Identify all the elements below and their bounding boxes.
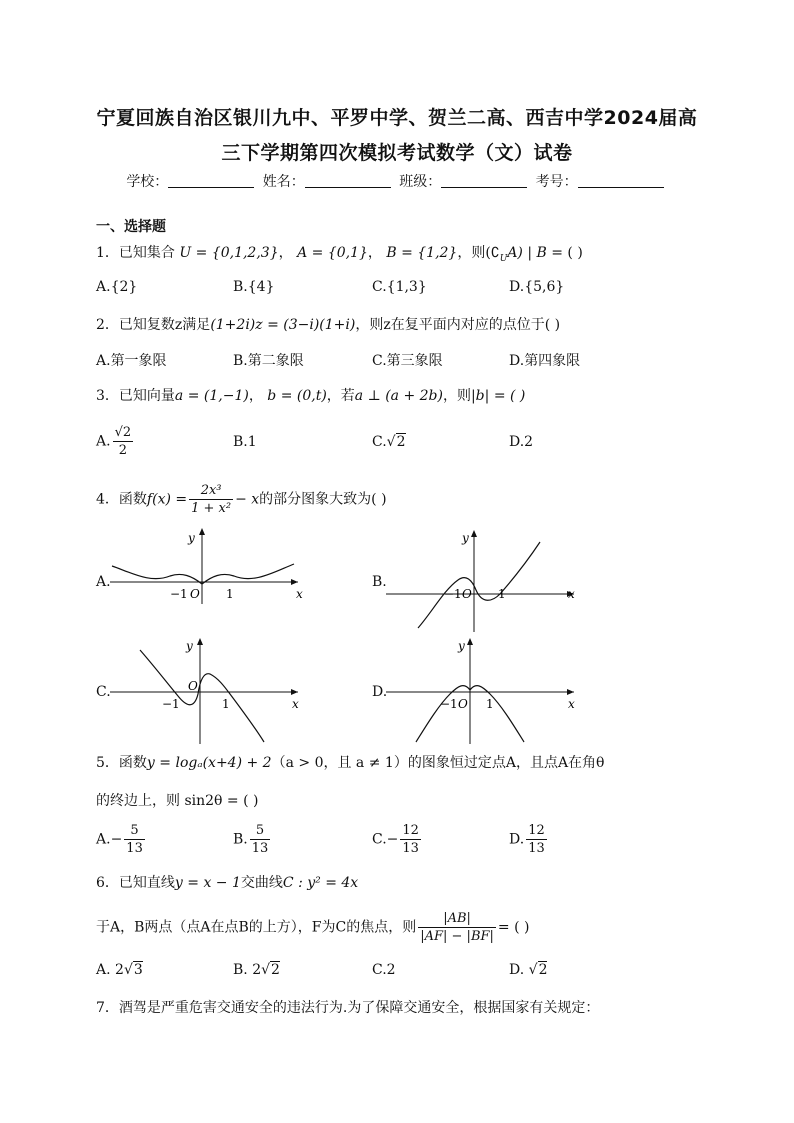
question-2 xyxy=(96,314,560,334)
tick-one: 1 xyxy=(222,697,230,711)
q6-option-d[interactable]: D. √2 xyxy=(509,962,548,978)
set-a: A = {0,1} xyxy=(297,245,368,261)
base-condition: （a > 0，且 a ≠ 1） xyxy=(271,755,408,771)
origin-label: O xyxy=(458,697,468,711)
y-axis-label: y xyxy=(462,531,469,545)
x-axis-label: x xyxy=(296,587,303,601)
tick-one: 1 xyxy=(486,697,494,711)
origin-label: O xyxy=(188,679,198,693)
vector-b: b = (0,t) xyxy=(267,388,327,404)
question-7 xyxy=(96,997,599,1017)
tick-one: 1 xyxy=(498,587,506,601)
question-number: 4． xyxy=(96,491,119,508)
question-text: 于A，B两点（点A在点B的上方），F为C的焦点，则 xyxy=(96,919,417,936)
q2-option-b[interactable]: B.第二象限 xyxy=(233,353,304,369)
q4-graph-c[interactable] xyxy=(110,636,310,746)
fraction-denominator: |AF| − |BF| xyxy=(420,929,494,944)
fraction-denominator: 1 + x² xyxy=(191,501,232,516)
y-axis-label: y xyxy=(458,639,465,653)
question-1: 1．已知集合 U = {0,1,2,3}， A = {0,1}， B = {1,2}，则$(∁_UA)$ | B = ( ) xyxy=(96,245,583,264)
question-number: 5． xyxy=(96,755,119,771)
question-number: 2． xyxy=(96,317,119,333)
complement-tail: A) | B xyxy=(507,245,547,261)
q5-option-d[interactable]: D. $\frac{12}{13}$ xyxy=(509,823,545,856)
exam-title-line2: 三下学期第四次模拟考试数学（文）试卷 xyxy=(221,142,573,164)
tick-neg-one: −1 xyxy=(162,697,180,711)
question-3: 3．已知向量a = (1,−1)， b = (0,t)，若a ⊥ (a + 2b)，则|b| = ( ) xyxy=(96,388,526,404)
question-text: 函数 xyxy=(118,755,147,771)
school-label: 学校： xyxy=(126,174,169,190)
x-axis-label: x xyxy=(568,697,575,711)
fraction-denominator: 2 xyxy=(118,443,127,458)
question-text: 的图象恒过定点A，且点A在角θ xyxy=(407,755,605,771)
q3-option-c[interactable]: C.√2 xyxy=(372,434,406,450)
y-axis-label: y xyxy=(188,531,195,545)
log-function: y = logₐ(x+4) + 2 xyxy=(146,755,272,771)
tick-neg-one: −1 xyxy=(444,587,462,601)
question-6: 6．已知直线y = x − 1交曲线C : y² = 4x xyxy=(96,875,359,891)
q5-option-a[interactable]: A.− $\frac{5}{13}$ xyxy=(96,823,143,856)
exam-number-label: 考号： xyxy=(535,174,578,190)
question-text: 函数 xyxy=(118,491,147,508)
q3-option-b[interactable]: B.1 xyxy=(233,434,257,450)
fraction-numerator: √2 xyxy=(114,425,132,440)
question-5-line2: 的终边上，则 sin2θ = ( ) xyxy=(96,793,259,809)
question-text: 已知集合 xyxy=(118,245,175,261)
exam-title-line1: 宁夏回族自治区银川九中、平罗中学、贺兰二高、西吉中学2024届高 xyxy=(96,107,698,129)
exam-number-blank xyxy=(578,187,664,188)
question-text: ，则z在复平面内对应的点位于( ) xyxy=(355,317,561,333)
q4-option-c-letter[interactable]: C. xyxy=(96,684,111,700)
line-equation: y = x − 1 xyxy=(174,875,241,891)
complement-expr: (∁ xyxy=(485,245,500,261)
curve-equation: C : y² = 4x xyxy=(282,875,359,891)
school-blank xyxy=(168,187,254,188)
q2-option-d[interactable]: D.第四象限 xyxy=(509,353,581,369)
function-tail: − x xyxy=(235,491,260,508)
origin-label: O xyxy=(462,587,472,601)
q4-graph-b[interactable] xyxy=(386,528,586,632)
q6-option-a[interactable]: A. 2√3 xyxy=(96,962,143,978)
complement-subscript: U xyxy=(499,253,508,264)
q2-option-a[interactable]: A.第一象限 xyxy=(96,353,167,369)
q6-option-c[interactable]: C.2 xyxy=(372,962,396,978)
q1-option-d[interactable]: D.{5,6} xyxy=(509,279,565,295)
x-axis-label: x xyxy=(292,697,299,711)
q3-option-d[interactable]: D.2 xyxy=(509,434,534,450)
fraction-numerator: 2x³ xyxy=(189,482,233,500)
q1-option-a[interactable]: A.{2} xyxy=(96,279,138,295)
question-4 xyxy=(96,482,387,517)
q4-graph-d[interactable] xyxy=(386,636,586,746)
q2-option-c[interactable]: C.第三象限 xyxy=(372,353,443,369)
set-u: U = {0,1,2,3} xyxy=(179,245,279,261)
tick-one: 1 xyxy=(226,587,234,601)
tick-neg-one: −1 xyxy=(170,587,188,601)
q6-option-b[interactable]: B. 2√2 xyxy=(233,962,280,978)
answer-bracket: = ( ) xyxy=(551,245,583,261)
function-lhs: f(x) = xyxy=(146,491,188,508)
question-text: 已知直线 xyxy=(118,875,175,891)
vector-magnitude: |b| = ( ) xyxy=(470,388,526,404)
class-label: 班级： xyxy=(399,174,442,190)
question-number: 1． xyxy=(96,245,119,261)
name-label: 姓名： xyxy=(262,174,305,190)
section-choice-heading: 一、选择题 xyxy=(96,219,166,235)
q4-option-b-letter[interactable]: B. xyxy=(372,574,387,590)
x-axis-label: x xyxy=(568,587,575,601)
tick-neg-one: −1 xyxy=(440,697,458,711)
fraction-numerator: |AB| xyxy=(418,910,496,928)
set-b: B = {1,2} xyxy=(386,245,458,261)
question-text: 则 xyxy=(471,245,486,261)
q3-option-a[interactable]: A. $\frac{√2}{2}$ xyxy=(96,425,132,458)
q4-option-a-letter[interactable]: A. xyxy=(96,574,111,590)
q4-graph-a[interactable] xyxy=(110,528,310,604)
student-info-row xyxy=(0,171,794,191)
vector-a: a = (1,−1) xyxy=(174,388,249,404)
y-axis-label: y xyxy=(186,639,193,653)
q5-option-c[interactable]: C.− $\frac{12}{13}$ xyxy=(372,823,419,856)
question-number: 3． xyxy=(96,388,119,404)
question-text: 已知复数z满足 xyxy=(118,317,211,333)
origin-label: O xyxy=(190,587,200,601)
q1-option-b[interactable]: B.{4} xyxy=(233,279,275,295)
question-text: 的部分图象大致为( ) xyxy=(259,491,387,508)
question-text: 已知向量 xyxy=(118,388,175,404)
question-number: 6． xyxy=(96,875,119,891)
name-blank xyxy=(305,187,391,188)
question-number: 7． xyxy=(96,1000,119,1016)
perpendicular-condition: a ⊥ (a + 2b) xyxy=(354,388,443,404)
question-text: 酒驾是严重危害交通安全的违法行为.为了保障交通安全，根据国家有关规定： xyxy=(118,1000,600,1016)
question-6-line2: 于A，B两点（点A在点B的上方），F为C的焦点，则 $\frac{|AB|}{|AF| - |BF|}$ = ( ) xyxy=(96,911,530,944)
q4-option-d-letter[interactable]: D. xyxy=(372,684,388,700)
question-5 xyxy=(96,752,604,772)
class-blank xyxy=(441,187,527,188)
q1-option-c[interactable]: C.{1,3} xyxy=(372,279,427,295)
q5-option-b[interactable]: B. $\frac{5}{13}$ xyxy=(233,823,269,856)
complex-equation: (1+2i)z = (3−i)(1+i) xyxy=(210,317,356,333)
